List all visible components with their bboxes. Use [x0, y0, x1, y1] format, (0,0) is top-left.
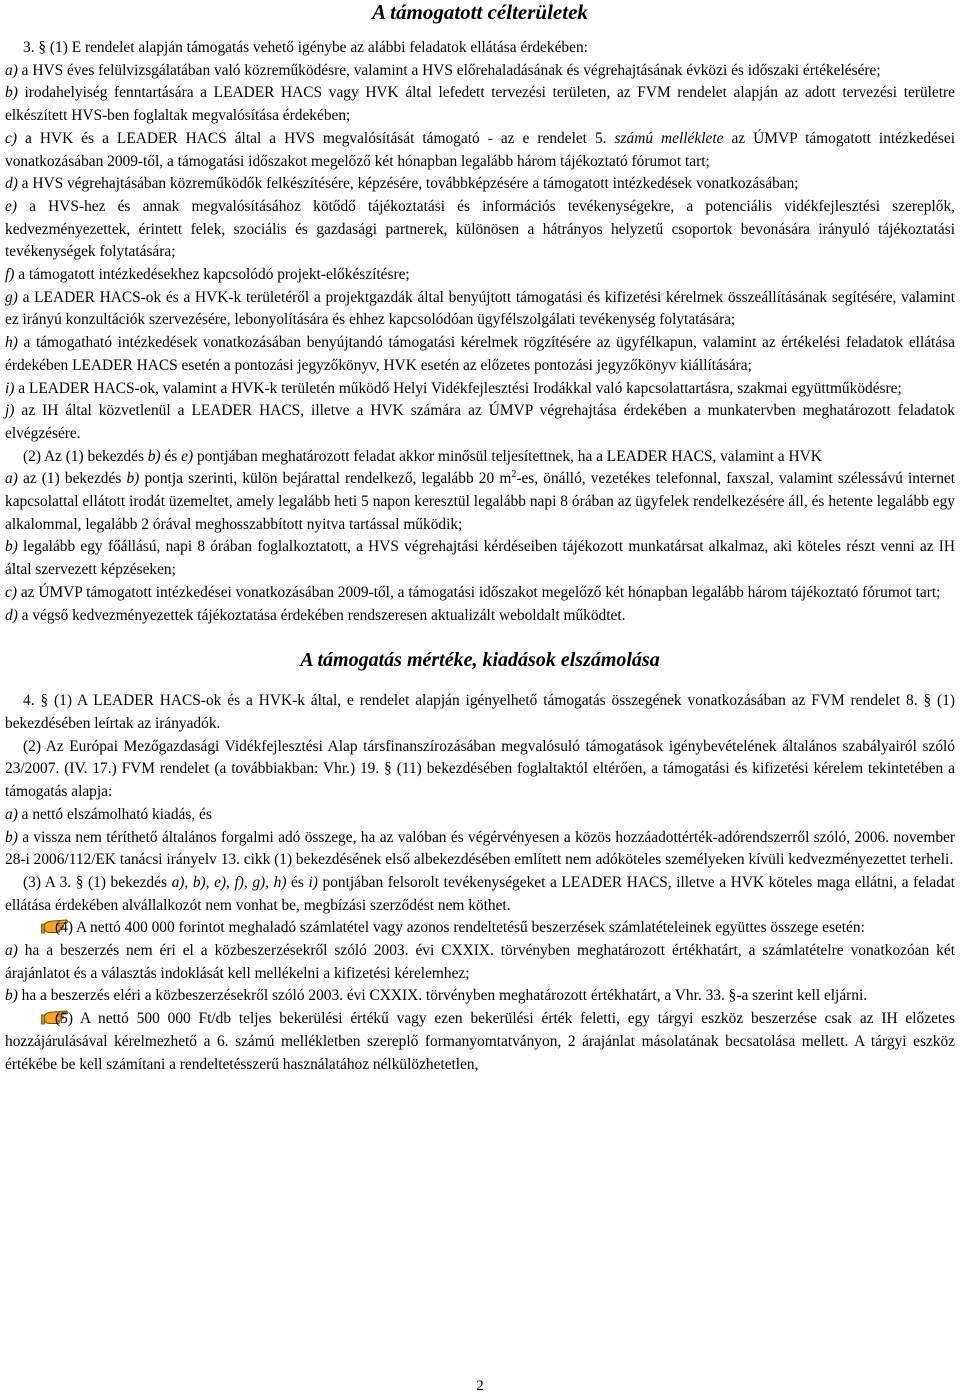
section3-point-d: d) a HVS végrehajtásában közreműködők felkészítésére, képzésére, továbbképzésére a támogatott intézkedések vonatkozásában; — [5, 175, 799, 193]
section3-point-b: b) irodahelyiség fenntartására a LEADER HACS vagy HVK által lefedett tervezési területen, az FVM rendelet alapján az adott tervezési területre elkészített HVS-ben foglaltak megvalósítása érdekében; — [5, 84, 955, 125]
section4-paragraph-4: (4) A nettó 400 000 forintot meghaladó számlatétel vagy azonos rendeltetésű beszerzések számlatételeinek együttes összege esetén: — [5, 917, 955, 940]
section4-paragraph-5: (5) A nettó 500 000 Ft/db teljes bekerülési értékű vagy ezen bekerülési érték feletti, egy tárgyi eszköz beszerzése csak az IH előzetes hozzájárulásával kérelmezhető a 6. számú mellékletben szereplő formanyomtatványon, 2 árajánlat másolatának becsatolása mellett. A tárgyi eszköz értékébe be kell számítani a rendeltetésszerű használatához nélkülözhetetlen, — [5, 1010, 955, 1073]
section4-point-b: b) a vissza nem téríthető általános forgalmi adó összege, ha az valóban és végérvényesen a közös hozzáadottérték-adórendszerről szóló, 2006. november 28-i 2006/112/EK tanácsi irányelv 13. cikk (1) bekezdésének első albekezdésében említett nem adóköteles személyeken kívüli kedvezményezettet terheli. — [5, 828, 955, 869]
section4-paragraph-2: (2) Az Európai Mezőgazdasági Vidékfejlesztési Alap társfinanszírozásában megvalósuló támogatások igénybevételének általános szabályairól szóló 23/2007. (IV. 17.) FVM rendelet (a továbbiakban: Vhr.) 19. § (11) bekezdésében foglaltaktól eltérően, a támogatási és kifizetési kérelem tekintetében a támogatás alapja: — [5, 737, 955, 801]
section3-point-f: f) a támogatott intézkedésekhez kapcsolódó projekt-előkészítésre; — [5, 266, 410, 284]
section3-2-point-c: c) az ÚMVP támogatott intézkedései vonatkozásában 2009-től, a támogatási időszakot megelőző két hónapban legalább három tájékoztató fórumot tart; — [5, 583, 941, 601]
section3-point-a: a) a HVS éves felülvizsgálatában való közreműködésre, valamint a HVS előrehaladásának és végrehajtásának évközi és időszaki értékelésére; — [5, 61, 881, 79]
section3-intro: 3. § (1) E rendelet alapján támogatás vehető igénybe az alábbi feladatok ellátása érdekében: — [23, 39, 588, 56]
pointing-hand-icon — [23, 917, 53, 935]
section3-2-point-b: b) legalább egy főállású, napi 8 órában foglalkoztatott, a HVS végrehajtási kérdéseiben tájékozott munkatársat alkalmaz, aki köteles részt venni az IH által szervezett képzéseken; — [5, 538, 955, 579]
section4-4-point-a: a) ha a beszerzés nem éri el a közbeszerzésekről szóló 2003. évi CXXIX. törvényben meghatározott értékhatárt, a számlatételre vonatkozóan két árajánlatot és a választás indoklását kell mellékelni a kifizetési kérelemhez; — [5, 942, 955, 982]
section4-paragraph-1: 4. § (1) A LEADER HACS-ok és a HVK-k által, e rendelet alapján igényelhető támogatás összegének vonatkozásában az FVM rendelet 8. § (1) bekezdésében leírtak az irányadók. — [5, 692, 955, 732]
section3-paragraph-2: (2) Az (1) bekezdés b) és e) pontjában meghatározott feladat akkor minősül teljesítettnek, ha a LEADER HACS, valamint a HVK — [23, 447, 822, 465]
page-number: 2 — [476, 1378, 484, 1394]
section3-2-point-d: d) a végső kedvezményezettek tájékoztatása érdekében rendszeresen aktualizált weboldalt működtet. — [5, 606, 626, 624]
section3-point-j: j) az IH által közvetlenül a LEADER HACS, illetve a HVK számára az ÚMVP végrehajtása érdekében a munkatervben meghatározott feladatok elvégzésére. — [5, 402, 955, 442]
section3-2-point-a: a) az (1) bekezdés b) pontja szerinti, külön bejárattal rendelkező, legalább 20 $m^2-es$, önálló, vezetékes telefonnal, faxszal, valamint szélessávú internet kapcsolattal ellátott irodát üzemeltet, amely legalább heti 5 napon keresztül legalább napi 8 órában az ügyfelek rendelkezésére áll, és hetente legalább egy alkalommal, legalább 2 órával meghosszabbított nyitva tartással működik; — [5, 469, 955, 533]
section3-point-h: h) a támogatható intézkedések vonatkozásában benyújtandó támogatási kérelmek rögzítésére az ügyfélkapun, valamint az értékelési feladatok ellátása érdekében LEADER HACS esetén a pontozási jegyzőkönyv, HVK esetén az előzetes pontozási jegyzőkönyv kiállítására; — [5, 334, 955, 374]
section3-point-c: c) a HVK és a LEADER HACS által a HVS megvalósítását támogató - az e rendelet 5. számú melléklete az ÚMVP támogatott intézkedései vonatkozásában 2009-től, a támogatási időszakot megelőző két hónapban legalább három tájékoztató fórumot tart; — [5, 129, 955, 170]
section4-paragraph-3: (3) A 3. § (1) bekezdés a), b), e), f), g), h) és i) pontjában felsorolt tevékenységeket a LEADER HACS, illetve a HVK köteles maga ellátni, a feladat ellátása érdekében alvállalkozót nem vonhat be, megbízási szerződést nem köthet. — [5, 873, 955, 914]
pointing-hand-icon — [23, 1008, 53, 1026]
section4-point-a: a) a nettó elszámolható kiadás, és — [5, 805, 212, 823]
section-heading-targeted-areas: A támogatott célterületek — [372, 0, 588, 24]
section3-point-g: g) a LEADER HACS-ok és a HVK-k területéről a projektgazdák által benyújtott támogatási és kifizetési kérelmek összeállításának segítésére, valamint ez irányú konzultációk szervezésére, lebonyolítására és ehhez kapcsolódóan ügyfélszolgálati tevékenység folytatására; — [5, 288, 955, 329]
section3-point-i: i) a LEADER HACS-ok, valamint a HVK-k területén működő Helyi Vidékfejlesztési Irodákkal való kapcsolattartásra, szakmai együttműködésre; — [5, 379, 902, 397]
section3-point-e: e) a HVS-hez és annak megvalósításához kötődő tájékoztatási és információs tevékenységekre, a potenciális vidékfejlesztési szereplők, kedvezményezettek, érintett felek, szociális és gazdasági partnerek, különösen a hátrányos helyzetű csoportok bevonására irányuló tájékoztatási tevékenységek folytatására; — [5, 197, 955, 261]
section-heading-support-rate: A támogatás mértéke, kiadások elszámolása — [300, 649, 660, 672]
section4-4-point-b: b) ha a beszerzés eléri a közbeszerzésekről szóló 2003. évi CXXIX. törvényben meghatározott értékhatárt, a Vhr. 33. §-a szerint kell eljárni. — [5, 987, 868, 1005]
